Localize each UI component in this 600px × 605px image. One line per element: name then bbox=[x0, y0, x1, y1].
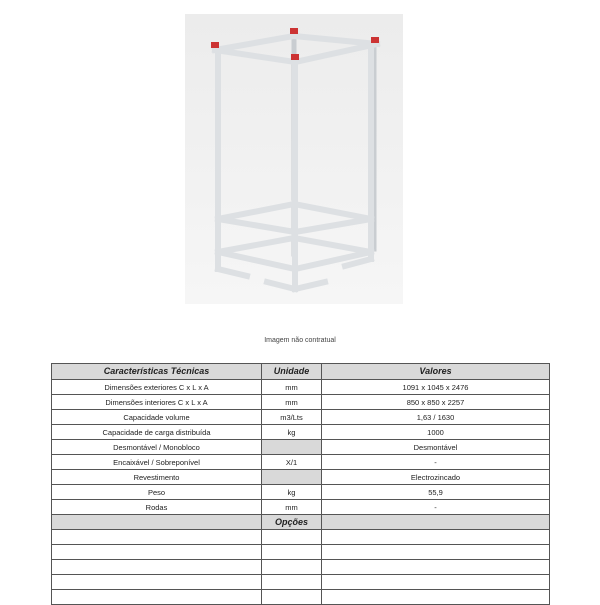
table-row bbox=[52, 455, 550, 470]
table-row bbox=[52, 500, 550, 515]
row-value: Desmontável bbox=[322, 440, 550, 455]
header-characteristics: Características Técnicas bbox=[52, 364, 262, 380]
row-unit: mm bbox=[262, 380, 322, 395]
row-unit: mm bbox=[262, 395, 322, 410]
table-header-row bbox=[52, 364, 550, 380]
header-unit: Unidade bbox=[262, 364, 322, 380]
row-value: 55,9 bbox=[322, 485, 550, 500]
row-value: 1,63 / 1630 bbox=[322, 410, 550, 425]
row-label: Encaixável / Sobreponível bbox=[52, 455, 262, 470]
row-unit: kg bbox=[262, 485, 322, 500]
options-blank-cell bbox=[52, 515, 262, 530]
options-blank-cell bbox=[322, 515, 550, 530]
technical-specs-table bbox=[51, 363, 550, 605]
empty-option-row bbox=[52, 545, 550, 560]
row-label: Peso bbox=[52, 485, 262, 500]
row-value: 1091 x 1045 x 2476 bbox=[322, 380, 550, 395]
row-value: 850 x 850 x 2257 bbox=[322, 395, 550, 410]
row-unit: kg bbox=[262, 425, 322, 440]
options-label: Opções bbox=[262, 515, 322, 530]
empty-option-row bbox=[52, 590, 550, 605]
table-row bbox=[52, 380, 550, 395]
row-unit bbox=[262, 470, 322, 485]
row-unit: mm bbox=[262, 500, 322, 515]
row-label: Revestimento bbox=[52, 470, 262, 485]
product-image bbox=[185, 14, 403, 304]
row-value: 1000 bbox=[322, 425, 550, 440]
row-value: - bbox=[322, 500, 550, 515]
row-unit: m3/Lts bbox=[262, 410, 322, 425]
row-value: - bbox=[322, 455, 550, 470]
image-caption: Imagem não contratual bbox=[264, 337, 336, 344]
table-row bbox=[52, 425, 550, 440]
row-unit bbox=[262, 440, 322, 455]
table-row bbox=[52, 410, 550, 425]
table-row bbox=[52, 395, 550, 410]
row-label: Dimensões exteriores C x L x A bbox=[52, 380, 262, 395]
table-row bbox=[52, 485, 550, 500]
table-row bbox=[52, 470, 550, 485]
row-label: Desmontável / Monobloco bbox=[52, 440, 262, 455]
row-label: Capacidade de carga distribuída bbox=[52, 425, 262, 440]
row-label: Capacidade volume bbox=[52, 410, 262, 425]
empty-option-row bbox=[52, 575, 550, 590]
options-header-row bbox=[52, 515, 550, 530]
row-label: Rodas bbox=[52, 500, 262, 515]
table-row bbox=[52, 440, 550, 455]
row-value: Electrozincado bbox=[322, 470, 550, 485]
empty-option-row bbox=[52, 560, 550, 575]
row-label: Dimensões interiores C x L x A bbox=[52, 395, 262, 410]
metal-rack-illustration bbox=[185, 14, 403, 304]
row-unit: X/1 bbox=[262, 455, 322, 470]
empty-option-row bbox=[52, 530, 550, 545]
header-values: Valores bbox=[322, 364, 550, 380]
